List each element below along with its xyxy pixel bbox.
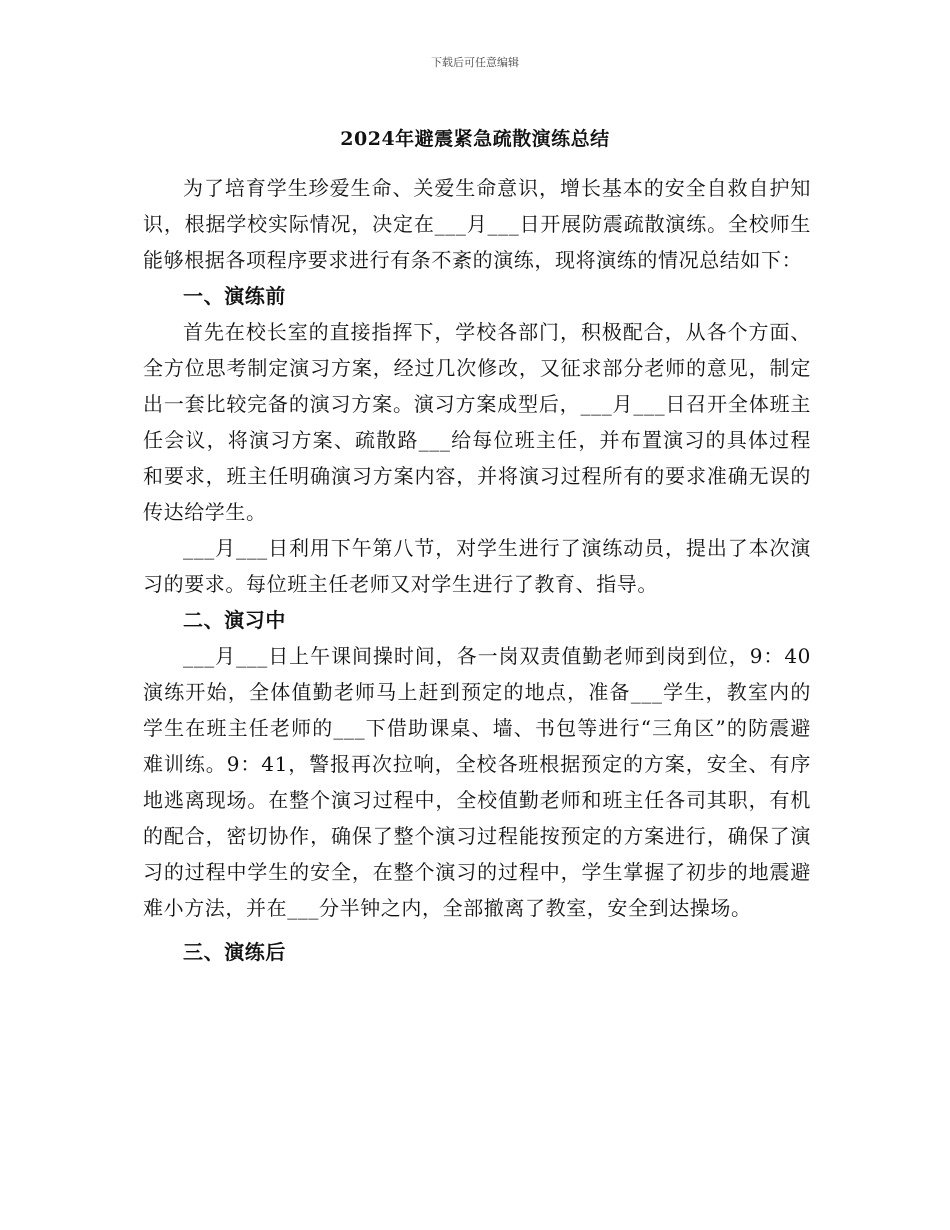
page-header-note: 下载后可任意编辑 [431,56,519,69]
section-heading-during-drill: 二、演习中 [183,608,286,632]
before-drill-paragraph-1: 首先在校长室的直接指挥下，学校各部门，积极配合，从各个方面、全方位思考制定演习方案，经过几次修改，又征求部分老师的意见，制定出一套比较完备的演习方案。演习方案成型后，___月___日召开全体班主任会议，将演习方案、疏散路___给每位班主任，并布置演习的具体过程和要求，班主任明确演习方案内容，并将演习过程所有的要求准确无误的传达给学生。 [143,320,811,524]
section-heading-before-drill: 一、演练前 [183,284,286,308]
before-drill-paragraph-2: ___月___日利用下午第八节，对学生进行了演练动员，提出了本次演习的要求。每位班主任老师又对学生进行了教育、指导。 [143,536,811,596]
intro-paragraph: 为了培育学生珍爱生命、关爱生命意识，增长基本的安全自救自护知识，根据学校实际情况，决定在___月___日开展防震疏散演练。全校师生能够根据各项程序要求进行有条不紊的演练，现将演练的情况总结如下： [143,176,811,272]
section-heading-after-drill: 三、演练后 [183,940,286,964]
document-title: 2024年避震紧急疏散演练总结 [340,128,610,150]
document-body [143,170,811,970]
during-drill-paragraph-1: ___月___日上午课间操时间，各一岗双责值勤老师到岗到位，9：40演练开始，全体值勤老师马上赶到预定的地点，准备___学生，教室内的学生在班主任老师的___下借助课桌、墙、书包等进行“三角区”的防震避难训练。9：41，警报再次拉响，全校各班根据预定的方案，安全、有序地逃离现场。在整个演习过程中，全校值勤老师和班主任各司其职，有机的配合，密切协作，确保了整个演习过程能按预定的方案进行，确保了演习的过程中学生的安全，在整个演习的过程中，学生掌握了初步的地震避难小方法，并在___分半钟之内，全部撤离了教室，安全到达操场。 [143,644,811,920]
